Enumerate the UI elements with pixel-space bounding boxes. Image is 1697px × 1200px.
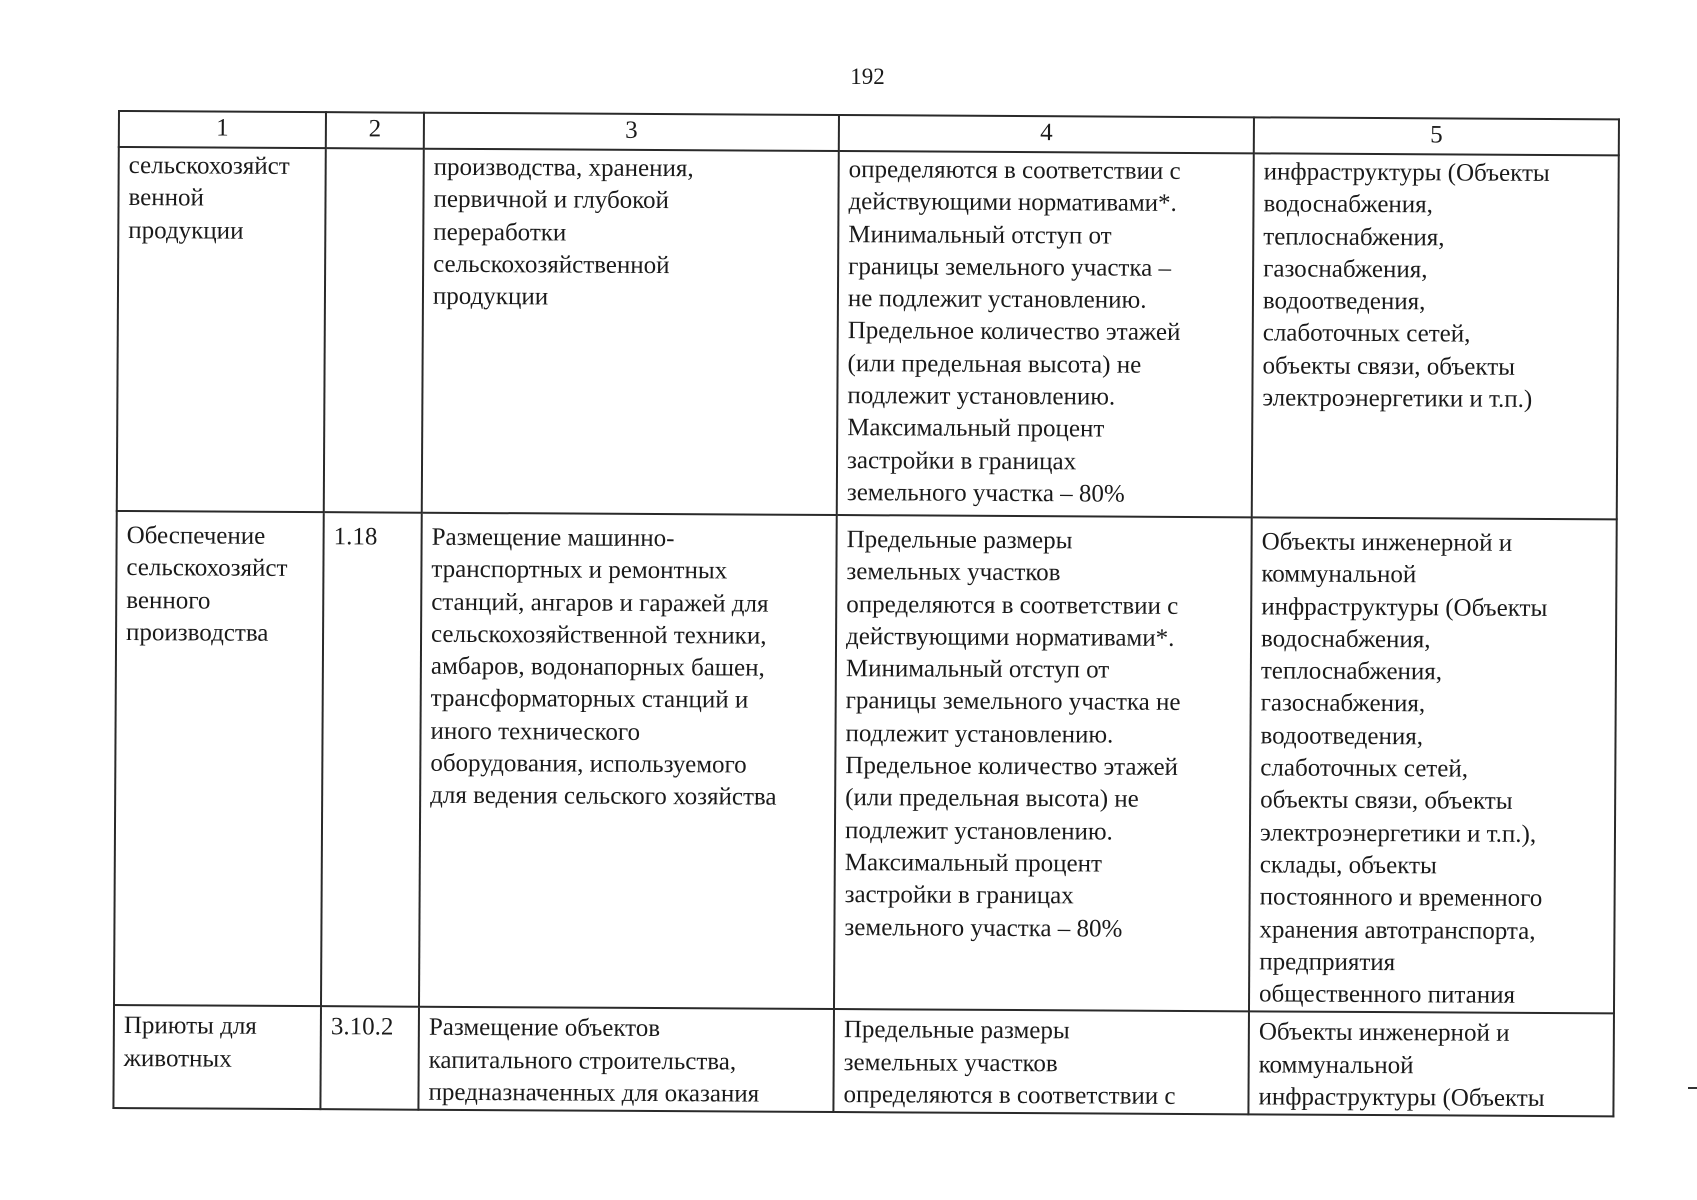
header-cell-1: 1 [119,111,326,148]
regulations-table [112,110,1620,1118]
cell-description [422,149,839,515]
cell-text: 3.10.2 [330,1013,394,1042]
table-row [113,1005,1614,1116]
cell-description [418,1007,834,1112]
cell-text: Обеспечение сельскохозяйст венного производства [126,522,288,647]
cell-text: Приюты для животных [123,1012,257,1073]
cell-text: Объекты инженерной и коммунальной инфраструктуры (Объекты [1258,1018,1545,1113]
header-cell-4: 4 [839,115,1254,153]
cell-text: производства, хранения, первичной и глубокой переработки сельскохозяйственной продукции [432,153,694,311]
cell-auxiliary-uses [1248,1012,1614,1117]
cell-text: Размещение машинно- транспортных и ремонтных станций, ангаров и гаражей для сельскохозяйственной техники, амбаров, водонапорных башен, трансформаторных станций и иного технического оборудования, используемого для ведения сельского хозяйства [430,523,777,812]
header-cell-5: 5 [1254,117,1619,155]
cell-text: определяются в соответствии с действующими нормативами*. Минимальный отступ от границы земельного участка – не подлежит установлению. Предельное количество этажей (или предельная высота) не подлежит установлению. Максимальный процент застройки в границах земельного участка – 80% [846,156,1181,508]
header-cell-2: 2 [326,112,424,149]
cell-code [321,512,422,1007]
cell-use-name [113,1005,321,1109]
cell-parameters [837,151,1254,517]
table-row [114,511,1617,1014]
cell-auxiliary-uses [1249,517,1617,1013]
cell-auxiliary-uses [1252,153,1619,519]
cell-parameters [833,1009,1249,1114]
page-number: 192 [850,64,885,89]
margin-mark [1688,1087,1697,1089]
cell-use-name [117,147,326,512]
cell-text: инфраструктуры (Объекты водоснабжения, теплоснабжения, газоснабжения, водоотведения, слаботочных сетей, объекты связи, объекты электроэнергетики и т.п.) [1262,158,1550,413]
table-row [117,147,1619,519]
cell-code [324,148,424,513]
cell-description [419,513,837,1010]
cell-code [320,1007,419,1110]
regulations-table-container [112,110,1618,1118]
cell-text: Объекты инженерной и коммунальной инфраструктуры (Объекты водоснабжения, теплоснабжения, газоснабжения, водоотведения, слаботочных сетей, объекты связи, объекты электроэнергетики и т.п.), склады, объекты постоянного и временного хранения автотранспорта, предприятия общественного питания [1259,528,1548,1009]
cell-text: 1.18 [333,523,378,551]
cell-text: Размещение объектов капитального строительства, предназначенных для оказания [428,1014,760,1108]
cell-parameters [834,515,1252,1012]
cell-text: Предельные размеры земельных участков определяются в соответствии с действующими нормативами*. Минимальный отступ от границы земельного участка не подлежит установлению. Предельное количество этажей (или предельная высота) не подлежит установлению. Максимальный процент застройки в границах земельного участка – 80% [844,526,1181,943]
cell-use-name [114,511,324,1007]
cell-text: Предельные размеры земельных участков определяются в соответствии с [843,1016,1176,1110]
header-cell-3: 3 [424,113,839,151]
cell-text: сельскохозяйст венной продукции [128,152,290,245]
